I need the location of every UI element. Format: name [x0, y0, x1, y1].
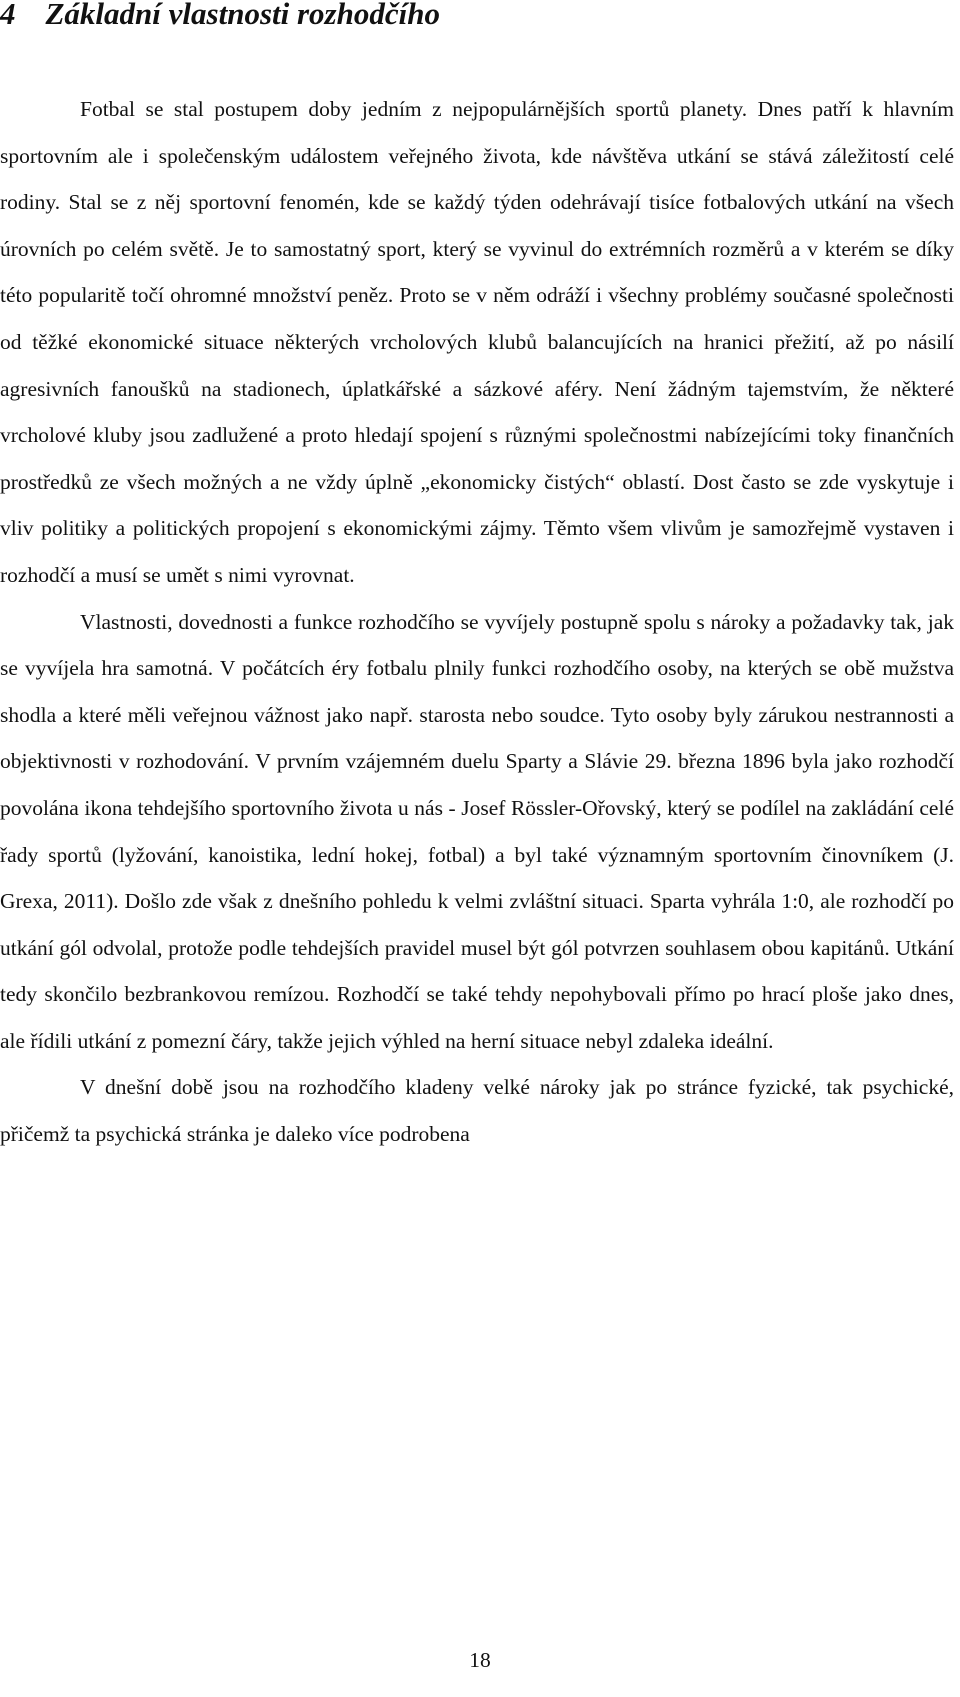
chapter-number: 4 — [0, 0, 16, 31]
paragraph-3: V dnešní době jsou na rozhodčího kladeny velké nároky jak po stránce fyzické, tak psychické, přičemž ta psychická stránka je daleko více podrobena — [0, 1075, 954, 1147]
paragraph-1: Fotbal se stal postupem doby jedním z nejpopulárnějších sportů planety. Dnes patří k hlavním sportovním ale i společenským událostem veřejného života, kde návštěva utkání se stává záležitostí celé rodiny. Stal se z něj sportovní fenomén, kde se každý týden odehrávají tisíce fotbalových utkání na všech úrovních po celém světě. Je to samostatný sport, který se vyvinul do extrémních rozměrů a v kterém se díky této popularitě točí ohromné množství peněz. Proto se v něm odráží i všechny problémy současné společnosti od těžké ekonomické situace některých vrcholových klubů balancujících na hranici přežití, až po násilí agresivních fanoušků na stadionech, úplatkářské a sázkové aféry. Není žádným tajemstvím, že některé vrcholové kluby jsou zadlužené a proto hledají spojení s různými společnostmi nabízejícími toky finančních prostředků ze všech možných a ne vždy úplně „ekonomicky čistých“ oblastí. Dost často se zde vyskytuje i vliv politiky a politických propojení s ekonomickými zájmy. Těmto všem vlivům je samozřejmě vystaven i rozhodčí a musí se umět s nimi vyrovnat. — [0, 97, 954, 587]
page-number: 18 — [469, 1648, 491, 1672]
body-text — [0, 86, 954, 1158]
chapter-heading — [0, 0, 440, 34]
paragraph-2: Vlastnosti, dovednosti a funkce rozhodčího se vyvíjely postupně spolu s nároky a požadavky tak, jak se vyvíjela hra samotná. V počátcích éry fotbalu plnily funkci rozhodčího osoby, na kterých se obě mužstva shodla a které měli veřejnou vážnost jako např. starosta nebo soudce. Tyto osoby byly zárukou nestrannosti a objektivnosti v rozhodování. V prvním vzájemném duelu Sparty a Slávie 29. března 1896 byla jako rozhodčí povolána ikona tehdejšího sportovního života u nás - Josef Rössler-Ořovský, který se podílel na zakládání celé řady sportů (lyžování, kanoistika, lední hokej, fotbal) a byl také významným sportovním činovníkem (J. Grexa, 2011). Došlo zde však z dnešního pohledu k velmi zvláštní situaci. Sparta vyhrála 1:0, ale rozhodčí po utkání gól odvolal, protože podle tehdejších pravidel musel být gól potvrzen souhlasem obou kapitánů. Utkání tedy skončilo bezbrankovou remízou. Rozhodčí se také tehdy nepohybovali přímo po hrací ploše jako dnes, ale řídili utkání z pomezní čáry, takže jejich výhled na herní situace nebyl zdaleka ideální. — [0, 609, 954, 1053]
chapter-title: Základní vlastnosti rozhodčího — [45, 0, 440, 31]
